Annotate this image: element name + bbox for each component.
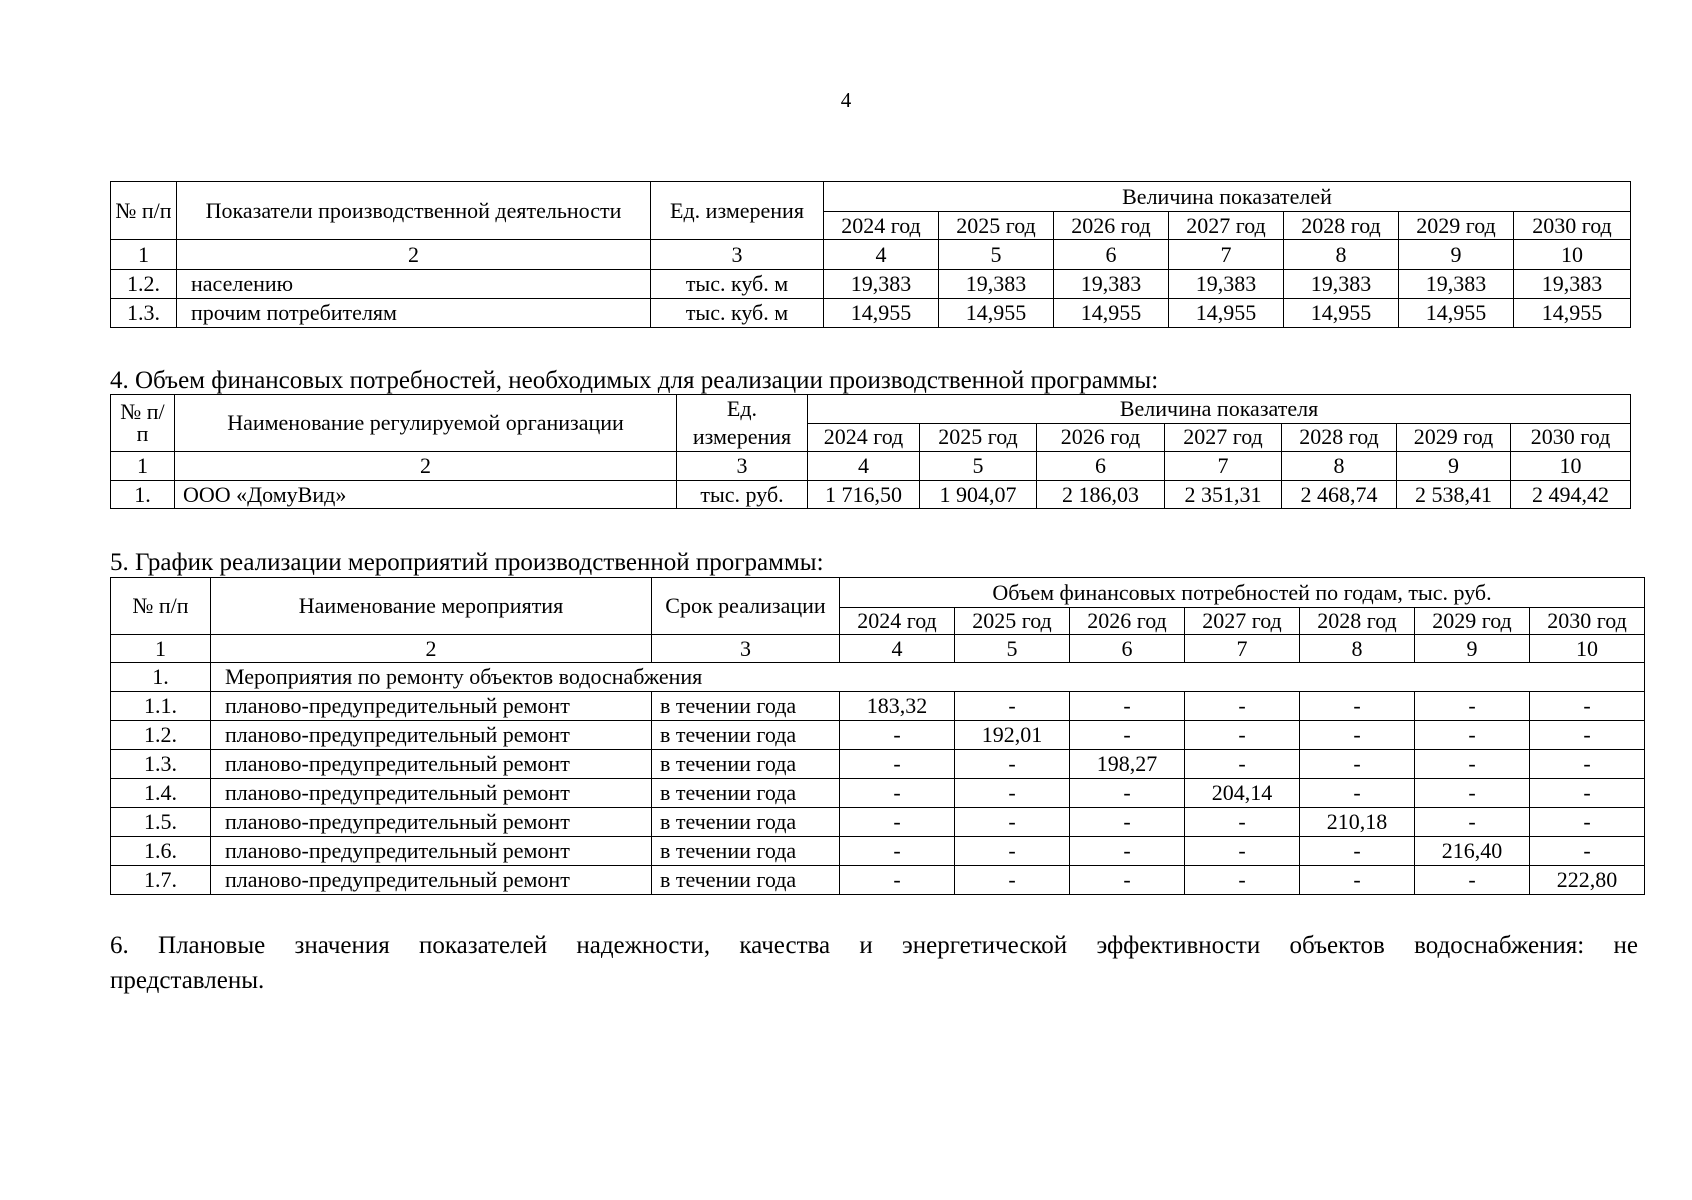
table-row [111, 779, 1645, 808]
row-term: в течении года [652, 808, 840, 837]
header-year: 2025 год [939, 212, 1054, 240]
row-name: планово-предупредительный ремонт [211, 692, 652, 721]
row-value: - [1185, 750, 1300, 779]
col-number: 2 [177, 240, 651, 270]
row-value: 2 538,41 [1397, 481, 1511, 509]
col-number: 5 [955, 635, 1070, 663]
row-value: - [955, 866, 1070, 895]
column-numbers-row [111, 452, 1631, 481]
header-year: 2025 год [955, 608, 1070, 635]
row-term: в течении года [652, 692, 840, 721]
column-numbers-row [111, 635, 1645, 663]
header-year: 2030 год [1514, 212, 1631, 240]
row-value: - [955, 808, 1070, 837]
row-value: - [1530, 837, 1645, 866]
header-name: Показатели производственной деятельности [177, 182, 651, 240]
row-num: 1.7. [111, 866, 211, 895]
row-value: - [1530, 721, 1645, 750]
header-name: Наименование регулируемой организации [175, 395, 677, 452]
header-year: 2024 год [840, 608, 955, 635]
row-value: - [1530, 779, 1645, 808]
row-value: - [955, 692, 1070, 721]
row-value: - [840, 721, 955, 750]
col-number: 7 [1165, 452, 1282, 481]
row-term: в течении года [652, 779, 840, 808]
group-name: Мероприятия по ремонту объектов водоснабжения [211, 663, 1645, 692]
col-number: 10 [1530, 635, 1645, 663]
header-year: 2027 год [1165, 423, 1282, 452]
col-number: 2 [175, 452, 677, 481]
row-value: 204,14 [1185, 779, 1300, 808]
col-number: 1 [111, 452, 175, 481]
header-name: Наименование мероприятия [211, 578, 652, 635]
section-4-title: 4. Объем финансовых потребностей, необходимых для реализации производственной программы: [110, 367, 1159, 394]
table-row [111, 299, 1631, 328]
table-row [111, 270, 1631, 299]
col-number: 8 [1284, 240, 1399, 270]
row-value: - [1300, 721, 1415, 750]
row-value: 2 351,31 [1165, 481, 1282, 509]
row-value: 2 494,42 [1511, 481, 1631, 509]
header-year: 2030 год [1511, 423, 1631, 452]
row-value: - [1070, 721, 1185, 750]
row-value: - [1415, 866, 1530, 895]
row-value: 1 904,07 [920, 481, 1037, 509]
row-value: - [1300, 837, 1415, 866]
row-term: в течении года [652, 866, 840, 895]
header-unit: Ед. измерения [677, 395, 808, 452]
row-unit: тыс. куб. м [651, 270, 824, 299]
table-row [111, 721, 1645, 750]
col-number: 4 [840, 635, 955, 663]
header-year: 2029 год [1397, 423, 1511, 452]
header-year: 2027 год [1169, 212, 1284, 240]
row-num: 1.3. [111, 750, 211, 779]
row-name: планово-предупредительный ремонт [211, 721, 652, 750]
row-term: в течении года [652, 837, 840, 866]
col-number: 9 [1415, 635, 1530, 663]
row-value: 19,383 [1399, 270, 1514, 299]
page-number: 4 [840, 88, 852, 112]
col-number: 10 [1514, 240, 1631, 270]
table-row [111, 692, 1645, 721]
row-num: 1.4. [111, 779, 211, 808]
col-number: 10 [1511, 452, 1631, 481]
header-year: 2029 год [1399, 212, 1514, 240]
row-value: 14,955 [939, 299, 1054, 328]
col-number: 1 [111, 240, 177, 270]
row-value: - [1185, 692, 1300, 721]
row-name: планово-предупредительный ремонт [211, 750, 652, 779]
col-number: 3 [651, 240, 824, 270]
row-value: 216,40 [1415, 837, 1530, 866]
header-year: 2024 год [824, 212, 939, 240]
row-value: 19,383 [1514, 270, 1631, 299]
row-value: 19,383 [1054, 270, 1169, 299]
row-term: в течении года [652, 750, 840, 779]
row-value: - [1070, 692, 1185, 721]
row-value: 198,27 [1070, 750, 1185, 779]
row-value: - [1300, 692, 1415, 721]
header-unit: Ед. измерения [651, 182, 824, 240]
row-value: - [840, 750, 955, 779]
header-num: № п/п [111, 395, 175, 452]
row-value: 210,18 [1300, 808, 1415, 837]
row-num: 1.6. [111, 837, 211, 866]
header-year: 2026 год [1054, 212, 1169, 240]
col-number: 9 [1399, 240, 1514, 270]
row-value: - [1185, 866, 1300, 895]
row-value: - [1185, 721, 1300, 750]
header-year: 2024 год [808, 423, 920, 452]
production-indicators-table [110, 181, 1631, 328]
section-6-paragraph [110, 928, 1638, 998]
row-value: - [840, 837, 955, 866]
section-6-line-1: 6. Плановые значения показателей надежности, качества и энергетической эффективности объектов водоснабжения: не [110, 932, 1638, 959]
group-row [111, 663, 1645, 692]
row-value: 14,955 [1054, 299, 1169, 328]
row-name: прочим потребителям [177, 299, 651, 328]
row-value: 14,955 [1399, 299, 1514, 328]
header-values-group: Объем финансовых потребностей по годам, тыс. руб. [840, 578, 1645, 608]
col-number: 7 [1185, 635, 1300, 663]
row-name: населению [177, 270, 651, 299]
header-year: 2030 год [1530, 608, 1645, 635]
row-value: - [1300, 866, 1415, 895]
row-value: 19,383 [1169, 270, 1284, 299]
section-6-line-2: представлены. [110, 967, 265, 994]
row-num: 1.2. [111, 270, 177, 299]
row-value: 19,383 [1284, 270, 1399, 299]
table-row [111, 837, 1645, 866]
row-value: 183,32 [840, 692, 955, 721]
row-value: - [1070, 866, 1185, 895]
row-value: - [840, 779, 955, 808]
col-number: 5 [920, 452, 1037, 481]
header-year: 2025 год [920, 423, 1037, 452]
col-number: 4 [808, 452, 920, 481]
row-name: планово-предупредительный ремонт [211, 779, 652, 808]
row-value: - [1530, 750, 1645, 779]
row-value: 14,955 [1169, 299, 1284, 328]
row-value: - [1415, 779, 1530, 808]
row-value: - [1530, 808, 1645, 837]
row-value: 2 468,74 [1282, 481, 1397, 509]
header-year: 2029 год [1415, 608, 1530, 635]
row-value: - [1415, 692, 1530, 721]
row-unit: тыс. руб. [677, 481, 808, 509]
row-term: в течении года [652, 721, 840, 750]
header-year: 2028 год [1300, 608, 1415, 635]
row-name: ООО «ДомуВид» [175, 481, 677, 509]
row-value: - [1070, 837, 1185, 866]
row-value: - [840, 808, 955, 837]
table-row [111, 481, 1631, 509]
col-number: 6 [1037, 452, 1165, 481]
header-year: 2028 год [1282, 423, 1397, 452]
financial-needs-table [110, 394, 1631, 509]
row-value: - [955, 837, 1070, 866]
header-num: № п/п [111, 182, 177, 240]
row-value: 1 716,50 [808, 481, 920, 509]
row-num: 1.5. [111, 808, 211, 837]
col-number: 8 [1300, 635, 1415, 663]
row-num: 1.1. [111, 692, 211, 721]
header-year: 2027 год [1185, 608, 1300, 635]
row-value: - [840, 866, 955, 895]
col-number: 5 [939, 240, 1054, 270]
header-term: Срок реализации [652, 578, 840, 635]
row-value: - [1070, 779, 1185, 808]
row-name: планово-предупредительный ремонт [211, 808, 652, 837]
header-year: 2026 год [1070, 608, 1185, 635]
row-name: планово-предупредительный ремонт [211, 837, 652, 866]
row-value: - [1415, 750, 1530, 779]
row-name: планово-предупредительный ремонт [211, 866, 652, 895]
row-value: 222,80 [1530, 866, 1645, 895]
group-num: 1. [111, 663, 211, 692]
row-value: - [1415, 721, 1530, 750]
section-5-title: 5. График реализации мероприятий производственной программы: [110, 549, 824, 576]
col-number: 6 [1070, 635, 1185, 663]
row-value: 14,955 [824, 299, 939, 328]
row-value: 19,383 [824, 270, 939, 299]
table-row [111, 866, 1645, 895]
row-value: 2 186,03 [1037, 481, 1165, 509]
row-value: - [1185, 808, 1300, 837]
row-unit: тыс. куб. м [651, 299, 824, 328]
row-value: - [1300, 779, 1415, 808]
col-number: 8 [1282, 452, 1397, 481]
header-values-group: Величина показателя [808, 395, 1631, 424]
row-value: 14,955 [1514, 299, 1631, 328]
col-number: 2 [211, 635, 652, 663]
row-value: 14,955 [1284, 299, 1399, 328]
row-value: - [1415, 808, 1530, 837]
row-value: - [955, 750, 1070, 779]
row-value: - [1070, 808, 1185, 837]
row-value: - [1185, 837, 1300, 866]
row-num: 1.2. [111, 721, 211, 750]
header-year: 2028 год [1284, 212, 1399, 240]
table-row [111, 750, 1645, 779]
col-number: 3 [652, 635, 840, 663]
row-value: - [1300, 750, 1415, 779]
row-value: 192,01 [955, 721, 1070, 750]
col-number: 7 [1169, 240, 1284, 270]
row-num: 1. [111, 481, 175, 509]
header-num: № п/п [111, 578, 211, 635]
col-number: 4 [824, 240, 939, 270]
col-number: 1 [111, 635, 211, 663]
column-numbers-row [111, 240, 1631, 270]
table-row [111, 808, 1645, 837]
schedule-table [110, 577, 1645, 895]
col-number: 3 [677, 452, 808, 481]
row-num: 1.3. [111, 299, 177, 328]
row-value: - [1530, 692, 1645, 721]
col-number: 9 [1397, 452, 1511, 481]
row-value: - [955, 779, 1070, 808]
row-value: 19,383 [939, 270, 1054, 299]
col-number: 6 [1054, 240, 1169, 270]
header-year: 2026 год [1037, 423, 1165, 452]
header-values-group: Величина показателей [824, 182, 1631, 212]
